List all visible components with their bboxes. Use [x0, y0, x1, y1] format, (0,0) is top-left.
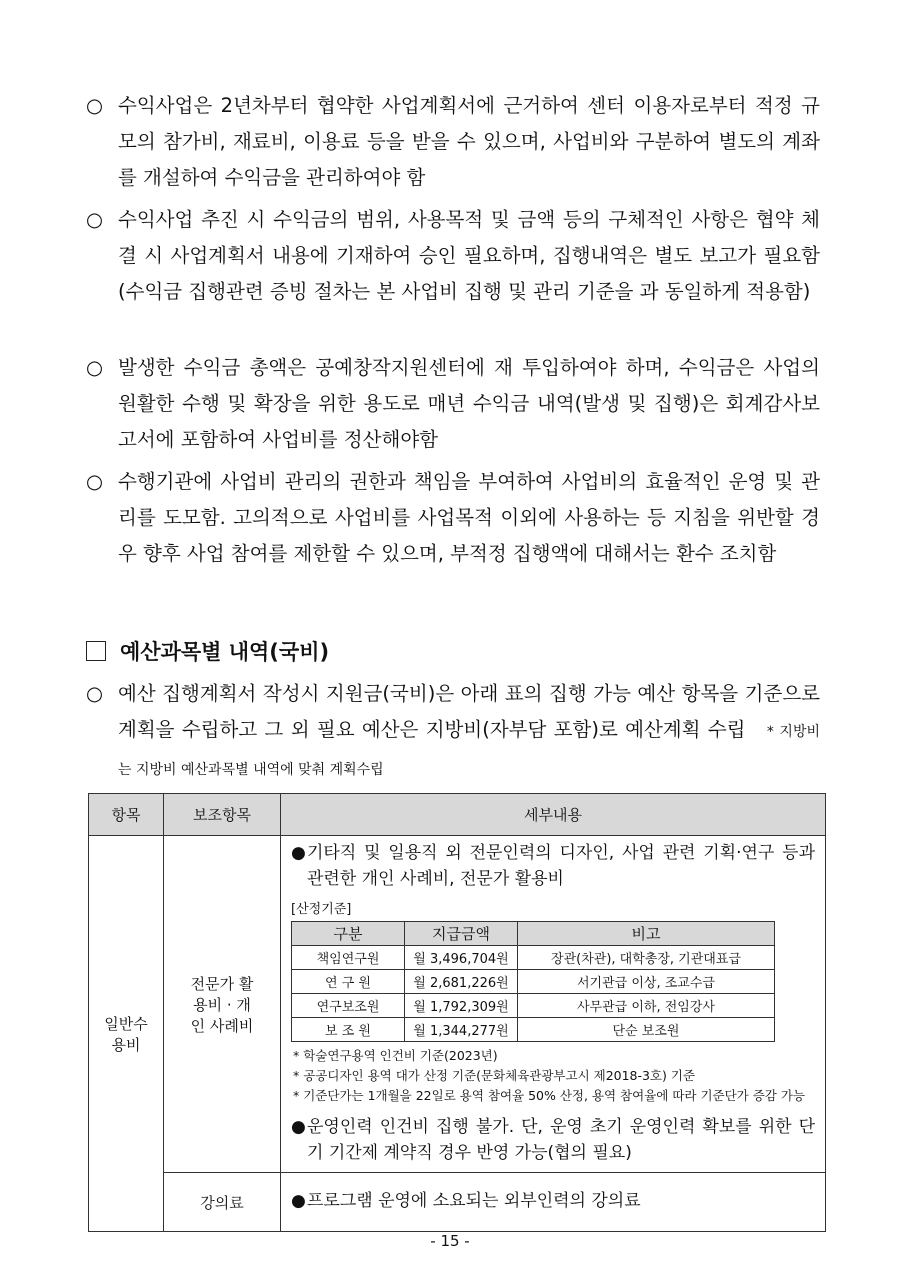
paragraph-4 [86, 464, 820, 572]
header-item: 항목 [89, 794, 164, 836]
bullet: ○ [86, 682, 104, 705]
calc-label: [산정기준] [291, 902, 352, 917]
header-subitem: 보조항목 [164, 794, 281, 836]
bullet-dot-icon: ● [291, 1191, 306, 1211]
paragraph-2 [86, 202, 820, 310]
section-heading [86, 632, 329, 672]
intro-note: * 지방비는 지방비 예산과목별 내역에 맞춰 계획수립 [118, 724, 821, 778]
item-cell: 일반수용비 [89, 836, 164, 1232]
bullet: ○ [86, 470, 104, 493]
header-detail: 세부내용 [281, 794, 826, 836]
bullet: ○ [86, 356, 104, 379]
rate-table [291, 921, 775, 1042]
bullet: ○ [86, 208, 104, 231]
table-row [89, 836, 826, 1173]
bullet-dot-icon: ● [291, 1117, 306, 1137]
inner-header: 구분 [292, 922, 405, 946]
subitem-cell-1: 전문가 활용비 · 개인 사례비 [164, 836, 281, 1173]
page-number: - 15 - [430, 1232, 470, 1250]
section-intro [86, 676, 820, 788]
paragraph-text: 발생한 수익금 총액은 공예창작지원센터에 재 투입하여야 하며, 수익금은 사업의 원활한 수행 및 확장을 위한 용도로 매년 수익금 내역(발생 및 집행)은 회계감사보고서에 포함하여 사업비를 정산해야함 [118, 356, 820, 451]
detail-bullet-1: ● 기타직 및 일용직 외 전문인력의 디자인, 사업 관련 기획·연구 등과 관련한 개인 사례비, 전문가 활용비 [291, 840, 815, 892]
paragraph-3 [86, 350, 820, 458]
table-row: 연 구 원 월 2,681,226원 서기관급 이상, 조교수급 [292, 970, 775, 994]
paragraph-1 [86, 88, 820, 196]
detail-cell-1 [281, 836, 826, 1173]
intro-text: 예산 집행계획서 작성시 지원금(국비)은 아래 표의 집행 가능 예산 항목을 기준으로 계획을 수립하고 그 외 필요 예산은 지방비(자부담 포함)로 예산계획 수립 [118, 682, 820, 741]
table-row: 보 조 원 월 1,344,277원 단순 보조원 [292, 1018, 775, 1042]
bullet-dot-icon: ● [291, 843, 306, 863]
table-row: 책임연구원 월 3,496,704원 장관(차관), 대학총장, 기관대표급 [292, 946, 775, 970]
inner-header: 비고 [518, 922, 775, 946]
checkbox-square-icon [86, 641, 106, 661]
paragraph-text: 수행기관에 사업비 관리의 권한과 책임을 부여하여 사업비의 효율적인 운영 및 관리를 도모함. 고의적으로 사업비를 사업목적 이외에 사용하는 등 지침을 위반할 경우 향후 사업 참여를 제한할 수 있으며, 부적정 집행액에 대해서는 환수 조치함 [118, 470, 820, 565]
table-row: 연구보조원 월 1,792,309원 사무관급 이하, 전임강사 [292, 994, 775, 1018]
detail-bullet-2: ● 운영인력 인건비 집행 불가. 단, 운영 초기 운영인력 확보를 위한 단기 기간제 계약직 경우 반영 가능(협의 필요) [291, 1114, 815, 1166]
bullet: ○ [86, 94, 104, 117]
detail-cell-2 [281, 1173, 826, 1232]
footnote: * 학술연구용역 인건비 기준(2023년) [293, 1048, 498, 1063]
table-row [89, 1173, 826, 1232]
section-title: 예산과목별 내역(국비) [120, 640, 330, 664]
paragraph-text: 수익사업은 2년차부터 협약한 사업계획서에 근거하여 센터 이용자로부터 적정 규모의 참가비, 재료비, 이용료 등을 받을 수 있으며, 사업비와 구분하여 별도의 계좌를 개설하여 수익금을 관리하여야 함 [118, 94, 820, 189]
footnote: * 기준단가는 1개월을 22일로 용역 참여율 50% 산정, 용역 참여율에 따라 기준단가 증감 가능 [293, 1088, 805, 1103]
paragraph-text: 수익사업 추진 시 수익금의 범위, 사용목적 및 금액 등의 구체적인 사항은 협약 체결 시 사업계획서 내용에 기재하여 승인 필요하며, 집행내역은 별도 보고가 필요함 (수익금 집행관련 증빙 절차는 본 사업비 집행 및 관리 기준을 과 동일하게 적용함) [118, 208, 820, 303]
subitem-cell-2: 강의료 [164, 1173, 281, 1232]
budget-table [88, 793, 826, 1232]
table-header-row [89, 794, 826, 836]
footnote: * 공공디자인 용역 대가 산정 기준(문화체육관광부고시 제2018-3호) 기준 [293, 1068, 696, 1083]
inner-header: 지급금액 [405, 922, 518, 946]
detail-bullet-3: ● 프로그램 운영에 소요되는 외부인력의 강의료 [291, 1188, 815, 1214]
